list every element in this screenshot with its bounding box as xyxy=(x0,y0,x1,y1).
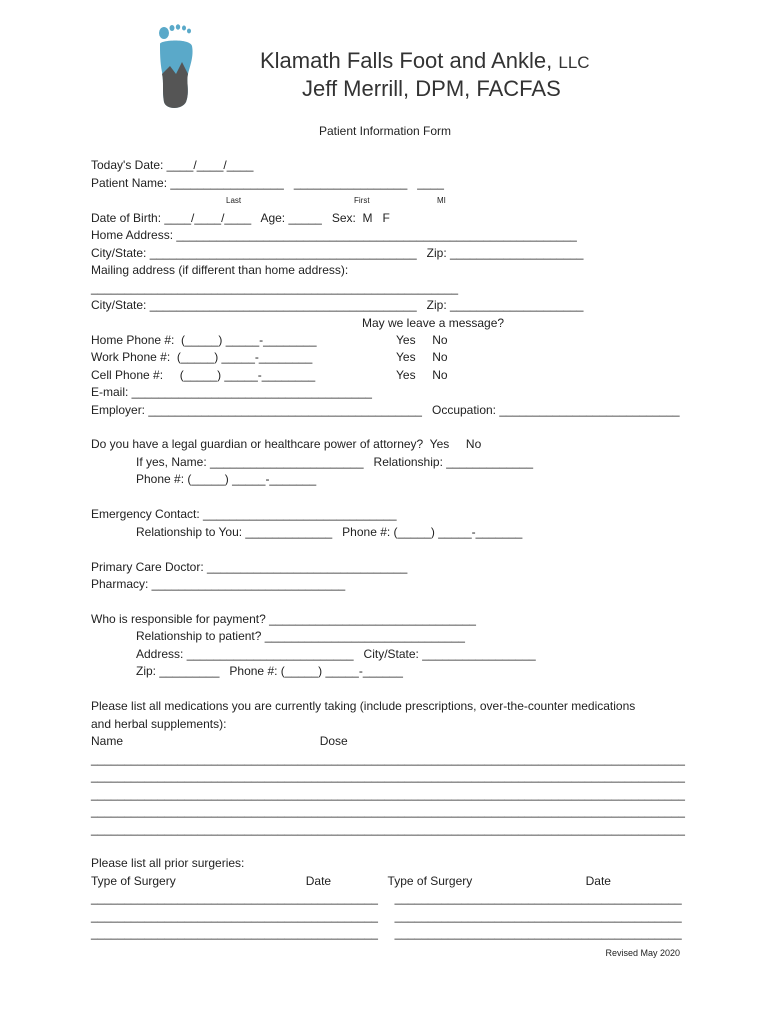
surgery-line[interactable]: ___________________________________________ ___________________________________________ xyxy=(91,909,682,923)
practice-name-main: Klamath Falls Foot and Ankle, xyxy=(260,48,553,73)
mailing-city-state-zip-field[interactable]: City/State: ________________________________________ Zip: ____________________ xyxy=(91,298,584,312)
label-mi: MI xyxy=(437,196,446,205)
medication-line[interactable]: _________________________________________________________________________________________ xyxy=(91,822,685,836)
form-title: Patient Information Form xyxy=(318,124,452,138)
employer-occupation-field[interactable]: Employer: _________________________________________ Occupation: ___________________________ xyxy=(91,403,680,417)
payment-responsible-field[interactable]: Who is responsible for payment? _______________________________ xyxy=(91,612,476,626)
medications-instructions-2: and herbal supplements): xyxy=(91,717,227,731)
revision-date: Revised May 2020 xyxy=(605,948,680,958)
guardian-name-field[interactable]: If yes, Name: _______________________ Relationship: _____________ xyxy=(136,455,533,469)
practice-name xyxy=(260,48,590,74)
label-last: Last xyxy=(226,196,242,205)
surgery-line[interactable]: ___________________________________________ ___________________________________________ xyxy=(91,891,682,905)
work-phone-yes-no[interactable]: Yes No xyxy=(396,350,448,364)
guardian-question[interactable]: Do you have a legal guardian or healthcare power of attorney? Yes No xyxy=(91,437,482,451)
doctor-name: Jeff Merrill, DPM, FACFAS xyxy=(302,76,561,101)
primary-care-doctor-field[interactable]: Primary Care Doctor: ______________________________ xyxy=(91,560,408,574)
city-state-zip-field[interactable]: City/State: ________________________________________ Zip: ____________________ xyxy=(91,246,584,260)
home-address-field[interactable]: Home Address: ____________________________________________________________ xyxy=(91,228,577,242)
surgeries-instructions: Please list all prior surgeries: xyxy=(91,856,245,870)
payment-relationship-field[interactable]: Relationship to patient? ______________________________ xyxy=(136,629,465,643)
home-phone-field[interactable]: Home Phone #: (_____) _____-________ xyxy=(91,333,317,347)
work-phone-field[interactable]: Work Phone #: (_____) _____-________ xyxy=(91,350,313,364)
patient-name-field[interactable]: Patient Name: _________________ _________________ ____ xyxy=(91,176,444,190)
payment-address-field[interactable]: Address: _________________________ City/State: _________________ xyxy=(136,647,536,661)
medication-line[interactable]: _________________________________________________________________________________________ xyxy=(91,769,685,783)
leave-message-label: May we leave a message? xyxy=(362,316,505,330)
foot-logo xyxy=(150,22,200,110)
cell-phone-yes-no[interactable]: Yes No xyxy=(396,368,448,382)
label-first: First xyxy=(354,196,370,205)
payment-zip-phone-field[interactable]: Zip: _________ Phone #: (_____) _____-______ xyxy=(136,664,403,678)
surgery-line[interactable]: ___________________________________________ ___________________________________________ xyxy=(91,926,682,940)
cell-phone-field[interactable]: Cell Phone #: (_____) _____-________ xyxy=(91,368,316,382)
medication-line[interactable]: _________________________________________________________________________________________ xyxy=(91,752,685,766)
medications-header: Name Dose xyxy=(91,734,348,748)
dob-field[interactable]: Date of Birth: ____/____/____ Age: _____ Sex: M F xyxy=(91,211,390,225)
guardian-phone-field[interactable]: Phone #: (_____) _____-_______ xyxy=(136,472,317,486)
practice-name-suffix: LLC xyxy=(558,53,590,72)
emergency-contact-field[interactable]: Emergency Contact: _____________________________ xyxy=(91,507,397,521)
mailing-address-label: Mailing address (if different than home address): xyxy=(91,263,349,277)
mailing-address-field[interactable]: _______________________________________________________ xyxy=(91,281,459,295)
surgeries-header: Type of Surgery Date Type of Surgery Date xyxy=(91,874,611,888)
emergency-relationship-field[interactable]: Relationship to You: _____________ Phone #: (_____) _____-_______ xyxy=(136,525,523,539)
pharmacy-field[interactable]: Pharmacy: _____________________________ xyxy=(91,577,346,591)
email-field[interactable]: E-mail: ____________________________________ xyxy=(91,385,372,399)
medication-line[interactable]: _________________________________________________________________________________________ xyxy=(91,804,685,818)
todays-date-field[interactable]: Today's Date: ____/____/____ xyxy=(91,158,254,172)
home-phone-yes-no[interactable]: Yes No xyxy=(396,333,448,347)
medications-instructions: Please list all medications you are currently taking (include prescriptions, over-the-counter medications xyxy=(91,699,636,713)
medication-line[interactable]: _________________________________________________________________________________________ xyxy=(91,787,685,801)
